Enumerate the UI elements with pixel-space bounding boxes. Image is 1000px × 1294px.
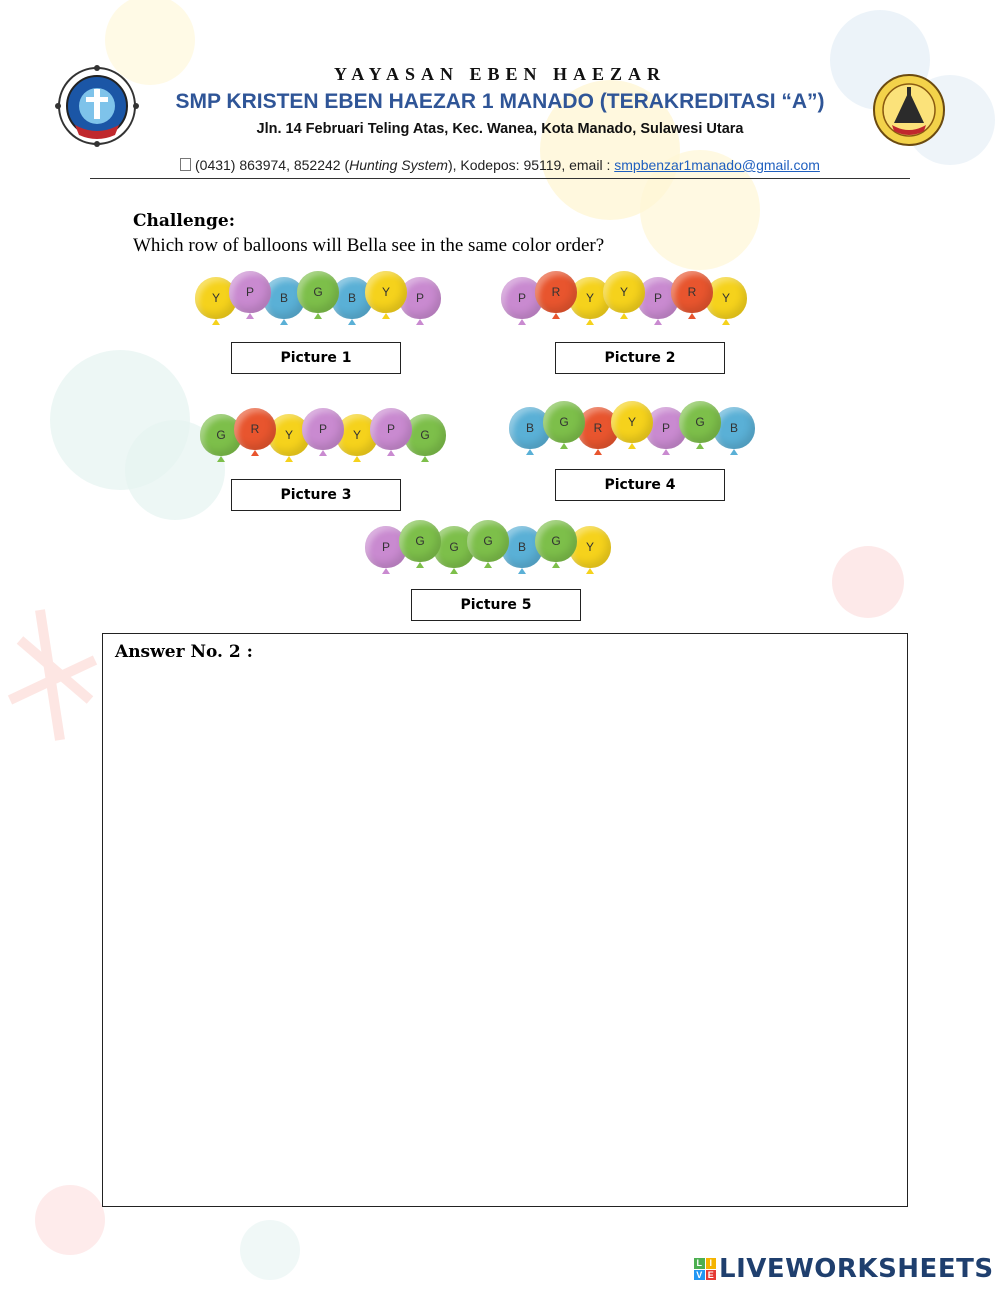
balloon-row-picture-2 — [501, 275, 751, 335]
balloon: G — [200, 414, 242, 456]
answer-label: Answer No. 2 : — [115, 642, 253, 662]
balloon-row-picture-3 — [200, 412, 450, 472]
brand-mark-i: I — [706, 1258, 717, 1269]
phone-icon — [180, 158, 191, 171]
foundation-name: YAYASAN EBEN HAEZAR — [333, 64, 667, 84]
balloon: B — [501, 526, 543, 568]
balloon: R — [671, 271, 713, 313]
brand-mark-v: V — [694, 1270, 705, 1281]
answer-area[interactable] — [102, 633, 908, 1207]
balloon: Y — [195, 277, 237, 319]
challenge-title: Challenge: — [133, 211, 235, 231]
picture-4-label[interactable]: Picture 4 — [555, 469, 725, 501]
school-address: Jln. 14 Februari Teling Atas, Kec. Wanea, Kota Manado, Sulawesi Utara — [256, 121, 744, 137]
brand-mark-e: E — [706, 1270, 717, 1281]
balloon: P — [399, 277, 441, 319]
balloon: Y — [569, 277, 611, 319]
email-link[interactable]: smpbenzar1manado@gmail.com — [614, 157, 820, 173]
balloon-row-picture-4 — [509, 405, 759, 465]
foundation-seal-icon — [872, 73, 946, 147]
school-name: SMP KRISTEN EBEN HAEZAR 1 MANADO (TERAKREDITASI “A”) — [175, 90, 825, 113]
liveworksheets-wordmark: LIVEWORKSHEETS — [719, 1254, 994, 1284]
balloon-row-picture-5 — [365, 524, 615, 584]
balloon: P — [637, 277, 679, 319]
school-crest-icon — [55, 65, 139, 147]
balloon: G — [399, 520, 441, 562]
balloon: Y — [603, 271, 645, 313]
balloon: B — [263, 277, 305, 319]
balloon: P — [370, 408, 412, 450]
balloon: G — [433, 526, 475, 568]
balloon: G — [543, 401, 585, 443]
balloon: B — [331, 277, 373, 319]
picture-2-label[interactable]: Picture 2 — [555, 342, 725, 374]
balloon: P — [501, 277, 543, 319]
balloon: Y — [336, 414, 378, 456]
balloon: R — [535, 271, 577, 313]
picture-1-label[interactable]: Picture 1 — [231, 342, 401, 374]
balloon: R — [234, 408, 276, 450]
balloon: B — [509, 407, 551, 449]
balloon: G — [404, 414, 446, 456]
balloon: B — [713, 407, 755, 449]
contact-system: Hunting System — [349, 157, 448, 173]
balloon: G — [297, 271, 339, 313]
header-divider — [90, 178, 910, 179]
balloon: G — [679, 401, 721, 443]
liveworksheets-mark-icon — [694, 1258, 716, 1280]
balloon: R — [577, 407, 619, 449]
balloon: Y — [569, 526, 611, 568]
balloon: Y — [705, 277, 747, 319]
picture-3-label[interactable]: Picture 3 — [231, 479, 401, 511]
balloon: G — [535, 520, 577, 562]
contact-line — [0, 157, 1000, 173]
balloon: Y — [268, 414, 310, 456]
brand-mark-l: L — [694, 1258, 705, 1269]
balloon: G — [467, 520, 509, 562]
balloon: P — [645, 407, 687, 449]
balloon: Y — [365, 271, 407, 313]
balloon-row-picture-1 — [195, 275, 445, 335]
balloon: P — [229, 271, 271, 313]
balloon: P — [365, 526, 407, 568]
contact-phone: (0431) 863974, 852242 ( — [191, 157, 350, 173]
liveworksheets-logo — [694, 1254, 994, 1284]
picture-5-label[interactable]: Picture 5 — [411, 589, 581, 621]
balloon: Y — [611, 401, 653, 443]
challenge-question: Which row of balloons will Bella see in the same color order? — [133, 235, 605, 256]
balloon: P — [302, 408, 344, 450]
contact-middle: ), Kodepos: 95119, email : — [447, 157, 615, 173]
